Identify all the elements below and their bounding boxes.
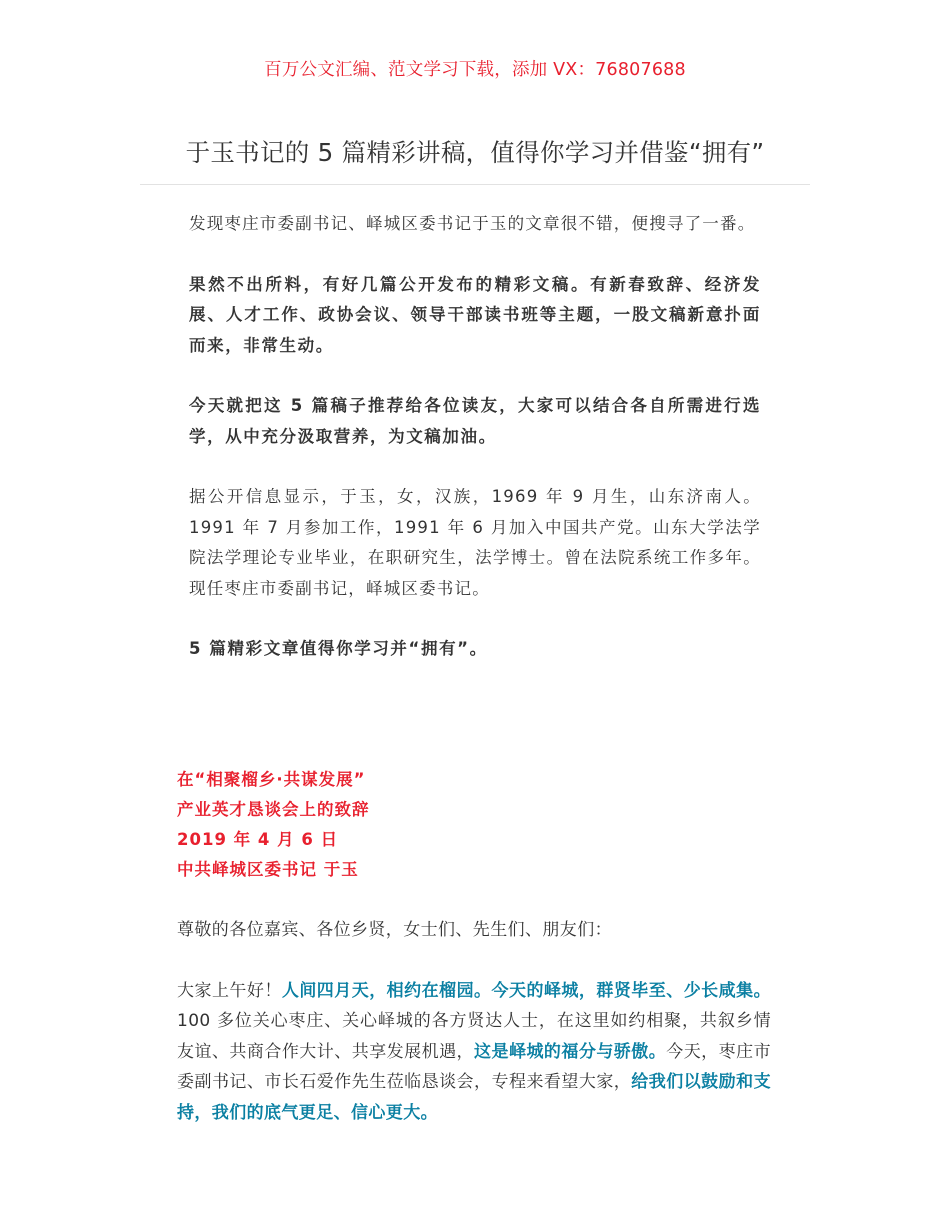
highlight-text-3: 给我们以鼓励和支持，我们的底气更足、信心更大。 [177,1072,772,1123]
intro-paragraph-3: 今天就把这 5 篇稿子推荐给各位读友，大家可以结合各自所需进行选学，从中充分汲取营养，为文稿加油。 [189,396,761,446]
speech-author: 中共峄城区委书记 于玉 [177,860,359,879]
highlight-text-2: 这是峄城的福分与骄傲。 [474,1041,667,1062]
body-text-2: 100 多位关心枣庄、关心峄城的各方贤达人士，在这里如约相聚，共叙乡情友谊、共商合作大计、共享发展机遇， [177,1011,771,1062]
intro-paragraph-2: 果然不出所料，有好几篇公开发布的精彩文稿。有新春致辞、经济发展、人才工作、政协会议、领导干部读书班等主题，一股文稿新意扑面而来，非常生动。 [189,274,761,355]
speech-title-line-1: 在“相聚榴乡·共谋发展” [177,770,366,789]
body-text-3: 今天，枣庄市委副书记、市长石爱作先生莅临恳谈会，专程来看望大家， [177,1041,771,1092]
intro-section [189,209,761,695]
title-divider [140,184,810,185]
banner-notice: 百万公文汇编、范文学习下载，添加 VX：76807688 [264,60,686,80]
intro-paragraph-4: 据公开信息显示，于玉，女，汉族，1969 年 9 月生，山东济南人。1991 年 7 月参加工作，1991 年 6 月加入中国共产党。山东大学法学院法学理论专业毕业，在职研究生，法学博士。曾在法院系统工作多年。现任枣庄市委副书记，峄城区委书记。 [189,487,761,598]
page-title: 于玉书记的 5 篇精彩讲稿，值得你学习并借鉴“拥有” [185,138,765,167]
speech-title-line-2: 产业英才恳谈会上的致辞 [177,800,370,819]
body-paragraph [177,976,771,1129]
speech-date: 2019 年 4 月 6 日 [177,830,339,849]
highlight-text-1: 人间四月天，相约在榴园。今天的峄城，群贤毕至、少长咸集。 [281,980,771,1001]
body-text-1: 大家上午好！ [177,980,282,1001]
intro-paragraph-1: 发现枣庄市委副书记、峄城区委书记于玉的文章很不错，便搜寻了一番。 [189,214,756,233]
salutation: 尊敬的各位嘉宾、各位乡贤，女士们、先生们、朋友们： [177,920,612,940]
article-section [177,765,771,1128]
speech-heading [177,765,771,885]
intro-paragraph-5: 5 篇精彩文章值得你学习并“拥有”。 [189,639,488,658]
